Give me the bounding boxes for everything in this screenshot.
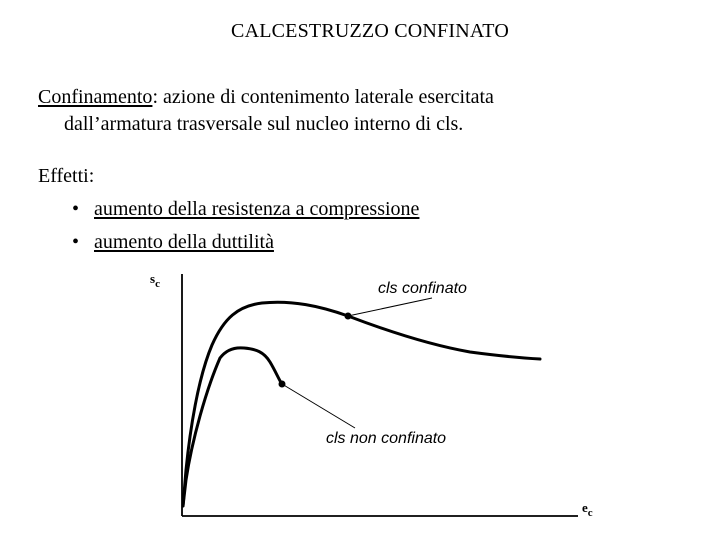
bullet-icon: • <box>72 231 80 253</box>
x-axis-symbol: e <box>582 500 588 515</box>
effects-item-text: aumento della duttilità <box>94 231 274 253</box>
x-axis-subscript: c <box>587 507 593 519</box>
effects-item-text: aumento della resistenza a compressione <box>94 198 420 220</box>
curve-unconfined <box>183 348 282 506</box>
effects-heading: Effetti: <box>38 165 95 187</box>
leader-unconfined <box>282 384 355 428</box>
y-axis-label <box>150 271 160 290</box>
definition-term: Confinamento <box>38 86 153 108</box>
leader-confined <box>348 298 432 316</box>
x-axis-label <box>582 500 593 519</box>
curve-confined <box>183 302 540 506</box>
definition-text-line1: azione di contenimento laterale esercitata <box>158 86 494 108</box>
label-unconfined: cls non confinato <box>326 430 447 447</box>
definition-text-line2: dall’armatura trasversale sul nucleo interno di cls. <box>64 113 464 135</box>
y-axis-symbol: s <box>150 271 156 286</box>
page-title: CALCESTRUZZO CONFINATO <box>231 20 509 42</box>
bullet-icon: • <box>72 198 80 220</box>
y-axis-subscript: c <box>155 278 160 290</box>
definition-colon: : <box>152 86 158 108</box>
label-confined: cls confinato <box>378 280 467 297</box>
